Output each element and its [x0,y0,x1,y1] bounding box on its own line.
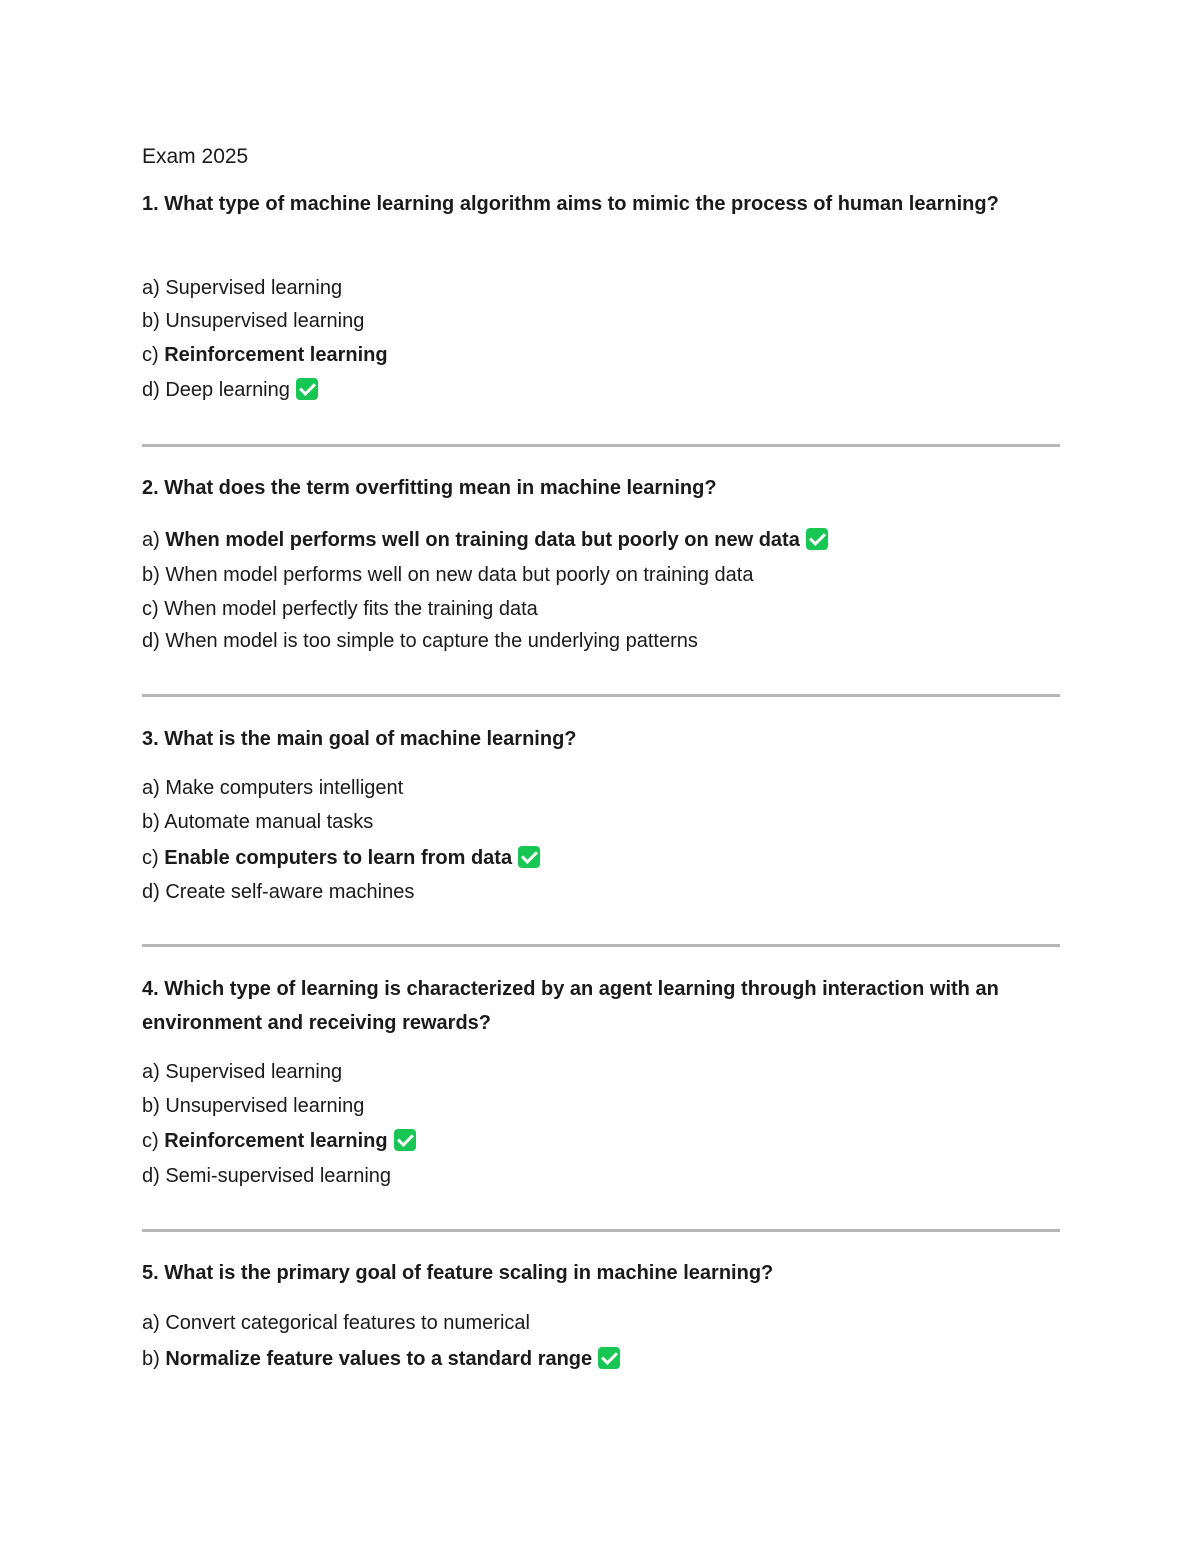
question-3-title: 3. What is the main goal of machine learning? [142,728,577,750]
check-mark-icon [296,378,318,400]
option-prefix: a) [142,1061,166,1083]
option-text: Normalize feature values to a standard range [165,1348,593,1370]
question-1-option-a [142,275,342,301]
question-3-option-a [142,775,403,801]
option-text: Unsupervised learning [165,310,365,332]
option-text: Semi-supervised learning [165,1165,392,1187]
divider [142,444,1060,447]
check-mark-icon [806,528,828,550]
question-5-title: 5. What is the primary goal of feature scaling in machine learning? [142,1262,774,1284]
question-3-option-b [142,809,373,835]
question-4-option-a [142,1059,342,1085]
option-prefix: c) [142,847,165,869]
option-prefix: b) [142,811,165,833]
check-mark-icon [394,1129,416,1151]
option-prefix: b) [142,1095,166,1117]
question-1-option-c [142,342,388,368]
option-prefix: c) [142,344,165,366]
option-text: When model performs well on training data but poorly on new data [165,529,800,551]
question-1-option-d [142,377,318,403]
question-2-option-c [142,596,538,622]
question-4-title: 4. Which type of learning is characterized by an agent learning through interaction with an environment and receiving rewards? [142,978,999,1034]
question-3-option-d [142,879,414,905]
option-text: Deep learning [165,379,290,401]
option-prefix: b) [142,310,166,332]
option-text: Automate manual tasks [164,811,374,833]
option-text: Create self-aware machines [165,881,415,903]
option-prefix: d) [142,379,166,401]
question-2-option-b [142,562,753,588]
option-prefix: d) [142,881,166,903]
question-4-option-c [142,1128,416,1154]
document-title: Exam 2025 [142,145,249,168]
option-text: When model perfectly fits the training data [164,598,538,620]
option-prefix: c) [142,598,165,620]
question-2-title: 2. What does the term overfitting mean in machine learning? [142,477,717,499]
question-4-option-b [142,1093,364,1119]
divider [142,694,1060,697]
option-prefix: c) [142,1130,165,1152]
question-4-option-d [142,1163,391,1189]
divider [142,944,1060,947]
check-mark-icon [518,846,540,868]
option-text: Make computers intelligent [165,777,404,799]
option-text: When model performs well on new data but poorly on training data [165,564,754,586]
option-prefix: a) [142,1312,166,1334]
question-1-title: 1. What type of machine learning algorithm aims to mimic the process of human learning? [142,193,999,215]
option-prefix: b) [142,564,166,586]
check-mark-icon [598,1347,620,1369]
option-prefix: a) [142,777,166,799]
option-text: Reinforcement learning [164,344,388,366]
question-3-option-c [142,845,540,871]
question-2-option-d [142,628,698,654]
option-text: Unsupervised learning [165,1095,365,1117]
option-text: Enable computers to learn from data [164,847,513,869]
option-text: When model is too simple to capture the underlying patterns [165,630,698,652]
question-5-option-a [142,1310,530,1336]
divider [142,1229,1060,1232]
option-text: Supervised learning [165,1061,343,1083]
option-prefix: a) [142,277,166,299]
option-prefix: a) [142,529,166,551]
question-2-option-a [142,527,828,553]
option-text: Convert categorical features to numerical [165,1312,530,1334]
question-5-option-b [142,1346,620,1372]
option-prefix: b) [142,1348,166,1370]
option-prefix: d) [142,1165,166,1187]
option-prefix: d) [142,630,166,652]
option-text: Supervised learning [165,277,343,299]
option-text: Reinforcement learning [164,1130,388,1152]
question-1-option-b [142,308,364,334]
